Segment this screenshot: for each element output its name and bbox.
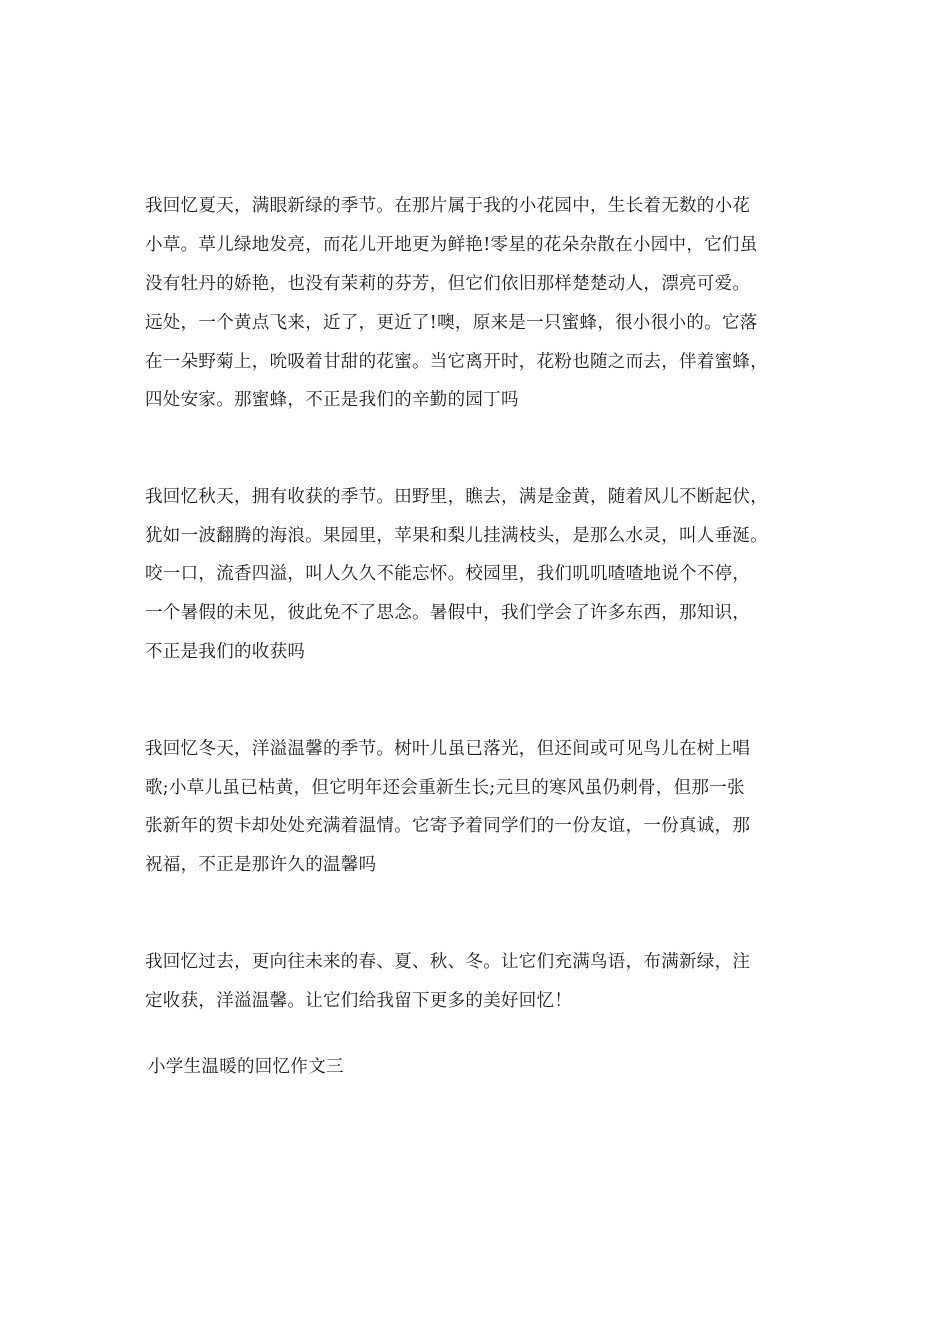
text-line: 犹如一波翻腾的海浪。果园里，苹果和梨儿挂满枝头，是那么水灵，叫人垂涎。 <box>145 526 768 546</box>
text-line: 我回忆秋天，拥有收获的季节。田野里，瞧去，满是金黄，随着风儿不断起伏， <box>145 487 768 507</box>
text-line: 没有牡丹的娇艳，也没有茉莉的芬芳，但它们依旧那样楚楚动人，漂亮可爱。 <box>145 274 751 294</box>
text-line: 歌;小草儿虽已枯黄，但它明年还会重新生长;元旦的寒风虽仍刺骨，但那一张 <box>145 778 745 798</box>
text-line: 张新年的贺卡却处处充满着温情。它寄予着同学们的一份友谊，一份真诚，那 <box>145 816 751 836</box>
text-line: 祝福，不正是那许久的温馨吗 <box>145 855 377 875</box>
text-line: 一个暑假的未见，彼此免不了思念。暑假中，我们学会了许多东西，那知识， <box>145 603 751 623</box>
text-line: 咬一口，流香四溢，叫人久久不能忘怀。校园里，我们叽叽喳喳地说个不停， <box>145 564 751 584</box>
text-line: 在一朵野菊上，吮吸着甘甜的花蜜。当它离开时，花粉也随之而去，伴着蜜蜂， <box>145 352 768 372</box>
text-line: 不正是我们的收获吗 <box>145 642 306 662</box>
section-heading: 小学生温暖的回忆作文三 <box>148 1057 344 1077</box>
text-line: 定收获，洋溢温馨。让它们给我留下更多的美好回忆！ <box>145 991 573 1011</box>
text-line: 四处安家。那蜜蜂，不正是我们的辛勤的园丁吗 <box>145 390 519 410</box>
text-line: 小草。草儿绿地发亮，而花儿开地更为鲜艳!零星的花朵杂散在小园中，它们虽 <box>145 235 758 255</box>
text-line: 我回忆过去，更向往未来的春、夏、秋、冬。让它们充满鸟语，布满新绿，注 <box>145 952 751 972</box>
text-line: 远处，一个黄点飞来，近了，更近了!噢，原来是一只蜜蜂，很小很小的。它落 <box>145 313 758 333</box>
text-line: 我回忆冬天，洋溢温馨的季节。树叶儿虽已落光，但还间或可见鸟儿在树上唱 <box>145 739 751 759</box>
text-line: 我回忆夏天，满眼新绿的季节。在那片属于我的小花园中，生长着无数的小花 <box>145 196 751 216</box>
